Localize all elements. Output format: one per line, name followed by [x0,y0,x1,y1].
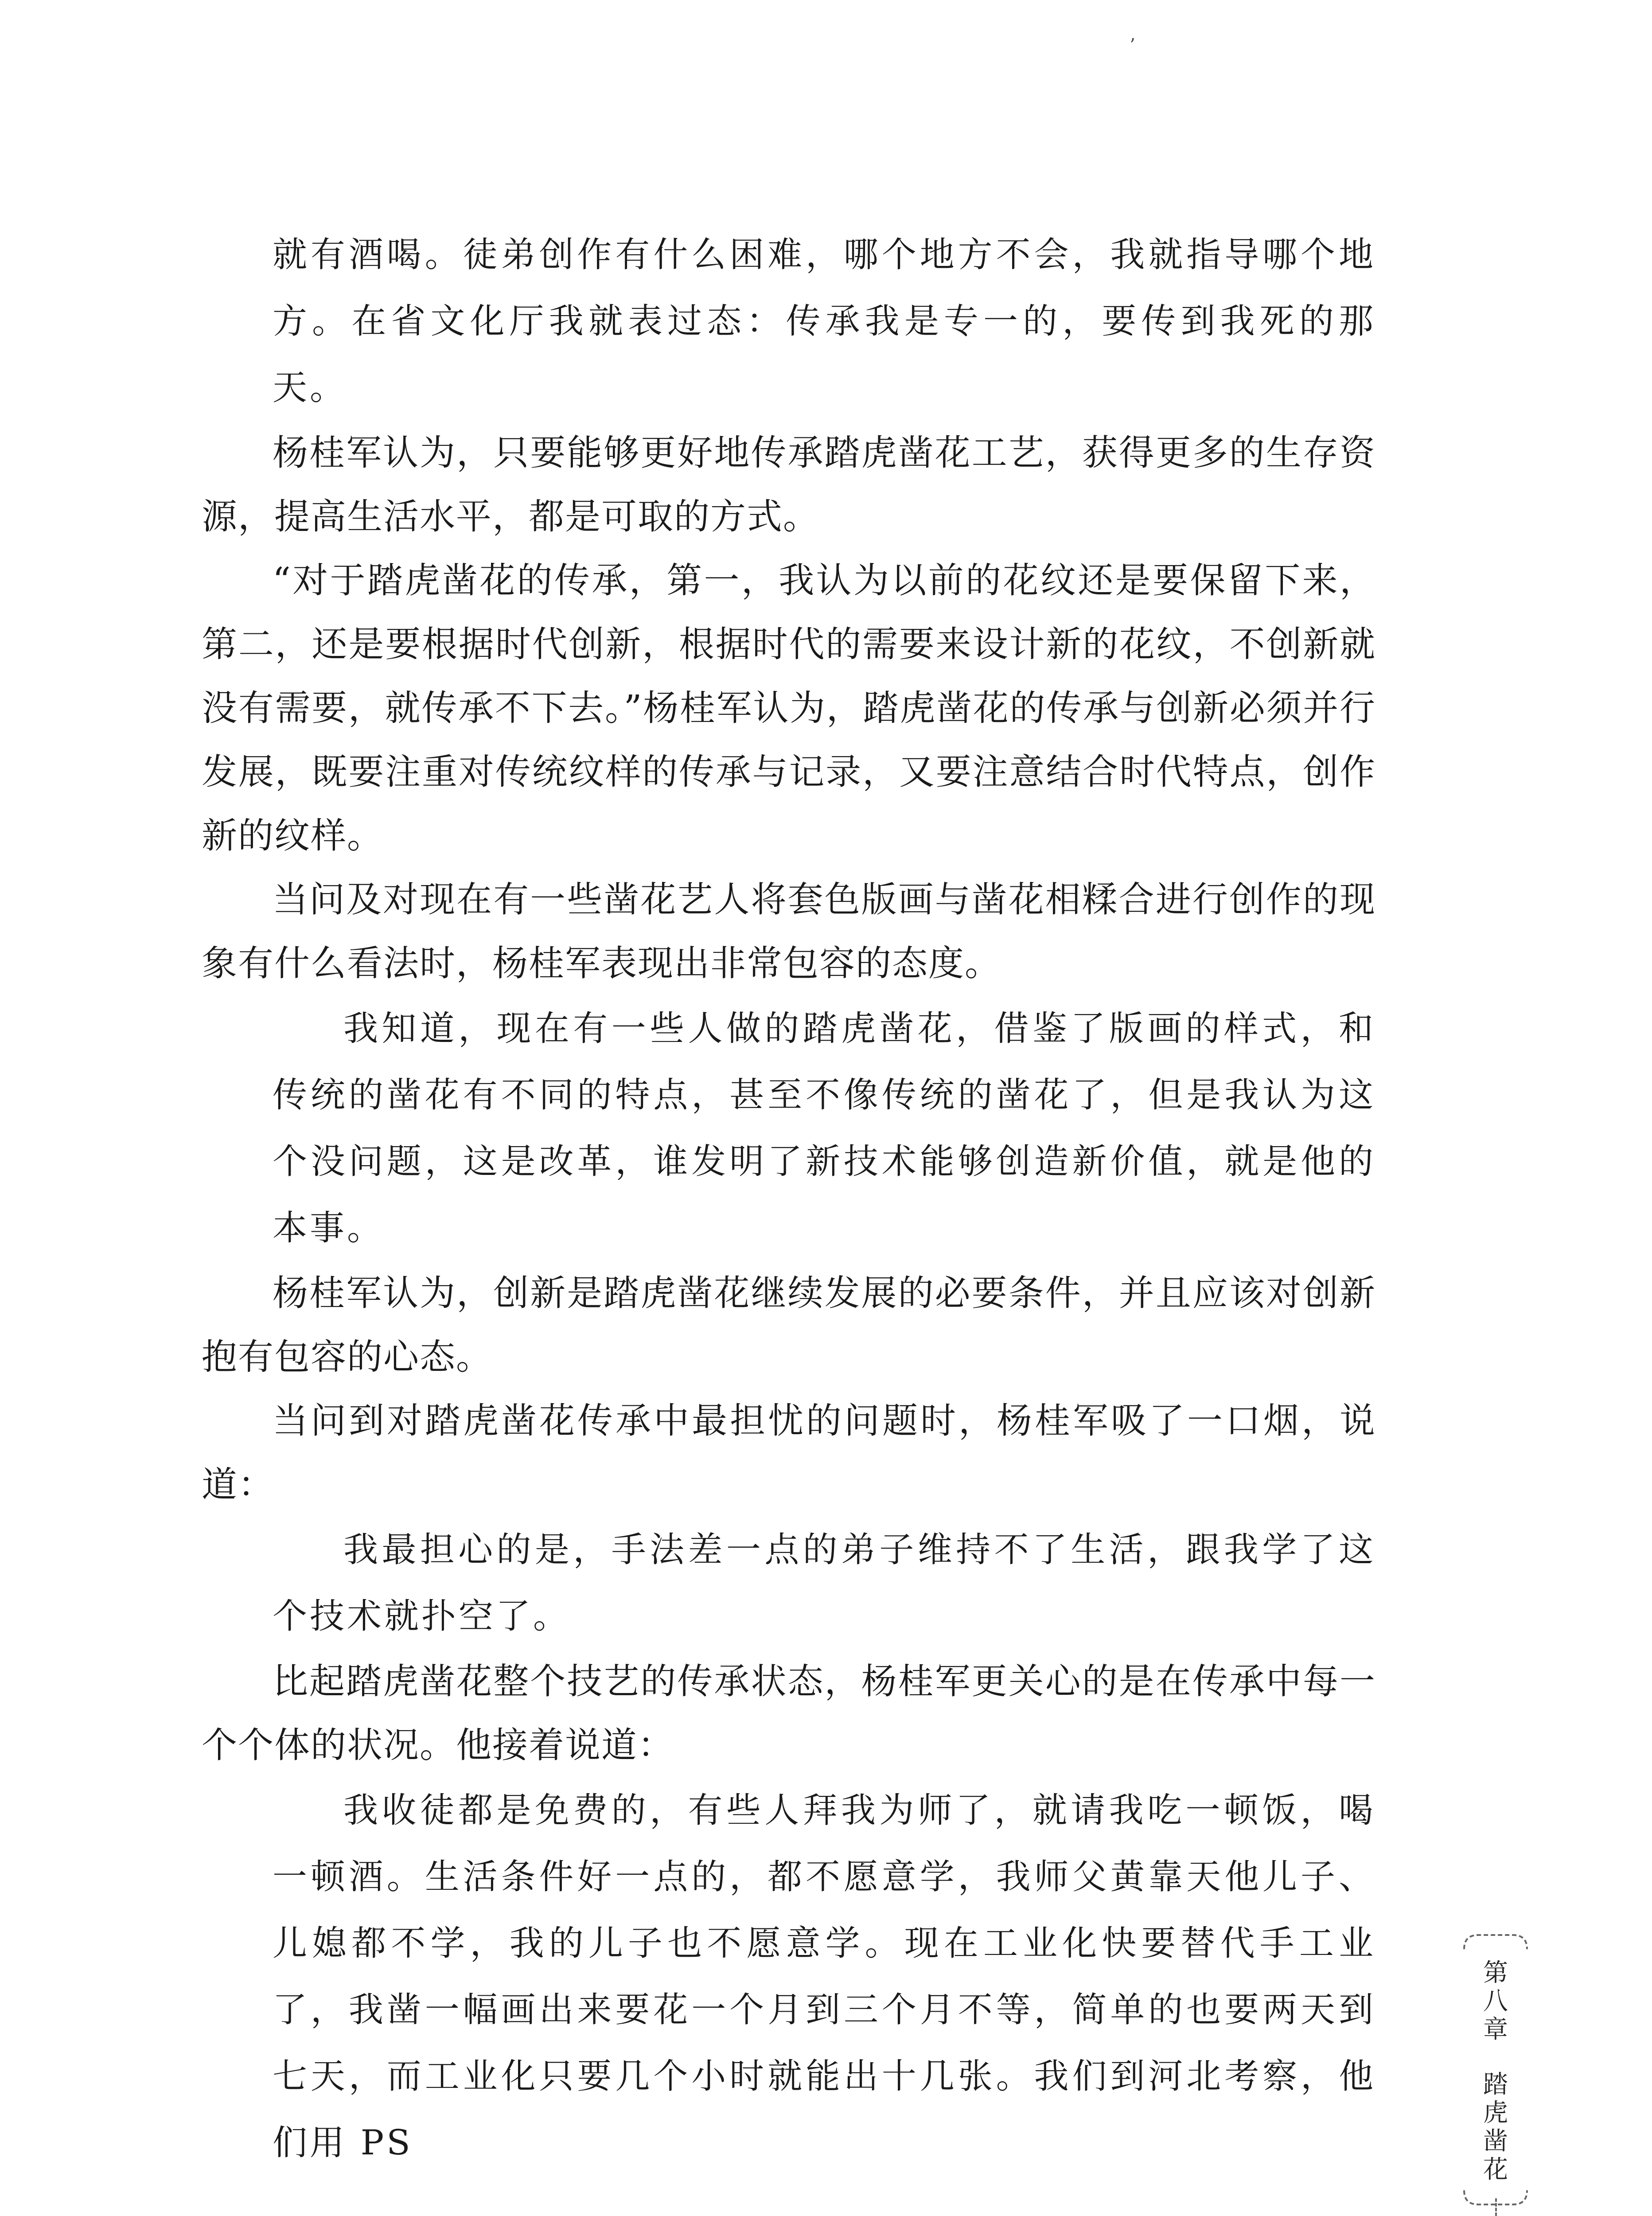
page-divider-top [1495,2198,1497,2216]
chapter-char: 花 [1483,2155,1508,2184]
paragraph: 比起踏虎凿花整个技艺的传承状态，杨桂军更关心的是在传承中每一个个体的状况。他接着说道： [202,1661,1376,1766]
paragraph: 杨桂军认为，创新是踏虎凿花继续发展的必要条件，并且应该对创新抱有包容的心态。 [202,1272,1376,1377]
quote-continuation: 就有酒喝。徒弟创作有什么困难，哪个地方不会，我就指导哪个地方。在省文化厅我就表过态：传承我是专一的，要传到我死的那天。 [273,235,1376,408]
chapter-char: 章 [1483,2015,1508,2044]
chapter-char: 虎 [1483,2099,1508,2127]
block-quote: 我最担心的是，手法差一点的弟子维持不了生活，跟我学了这个技术就扑空了。 [273,1530,1376,1636]
paragraph: 当问及对现在有一些凿花艺人将套色版画与凿花相糅合进行创作的现象有什么看法时，杨桂军表现出非常包容的态度。 [202,879,1376,984]
block-quote: 我知道，现在有一些人做的踏虎凿花，借鉴了版画的样式，和传统的凿花有不同的特点，甚至不像传统的凿花了，但是我认为这个没问题，这是改革，谁发明了新技术能够创造新价值，就是他的本事。 [273,1009,1376,1248]
paragraph: 当问到对踏虎凿花传承中最担忧的问题时，杨桂军吸了一口烟，说道： [202,1400,1376,1505]
chapter-char: 凿 [1483,2127,1508,2156]
chapter-spacer [1476,2044,1516,2071]
chapter-char: 第 [1483,1959,1508,1987]
paragraph: 杨桂军认为，只要能够更好地传承踏虎凿花工艺，获得更多的生存资源，提高生活水平，都是可取的方式。 [202,432,1376,537]
chapter-label [1476,1959,1516,2184]
body-text [202,222,1376,2176]
tab-top-bracket [1462,1932,1529,1950]
chapter-char: 八 [1483,1987,1508,2016]
block-quote: 我收徒都是免费的，有些人拜我为师了，就请我吃一顿饭，喝一顿酒。生活条件好一点的，都不愿意学，我师父黄靠天他儿子、儿媳都不学，我的儿子也不愿意学。现在工业化快要替代手工业了，我凿一幅画出来要花一个月到三个月不等，简单的也要两天到七天，而工业化只要几个小时就能出十几张。我们到河北考察，他们用 PS [273,1791,1376,2163]
chapter-char: 踏 [1483,2070,1508,2099]
ink-mark: ʼ [1129,35,1135,56]
paragraph: “对于踏虎凿花的传承，第一，我认为以前的花纹还是要保留下来，第二，还是要根据时代创新，根据时代的需要来设计新的花纹，不创新就没有需要，就传承不下去。”杨桂军认为，踏虎凿花的传承与创新必须并行发展，既要注重对传统纹样的传承与记录，又要注意结合时代特点，创作新的纹样。 [202,560,1376,856]
